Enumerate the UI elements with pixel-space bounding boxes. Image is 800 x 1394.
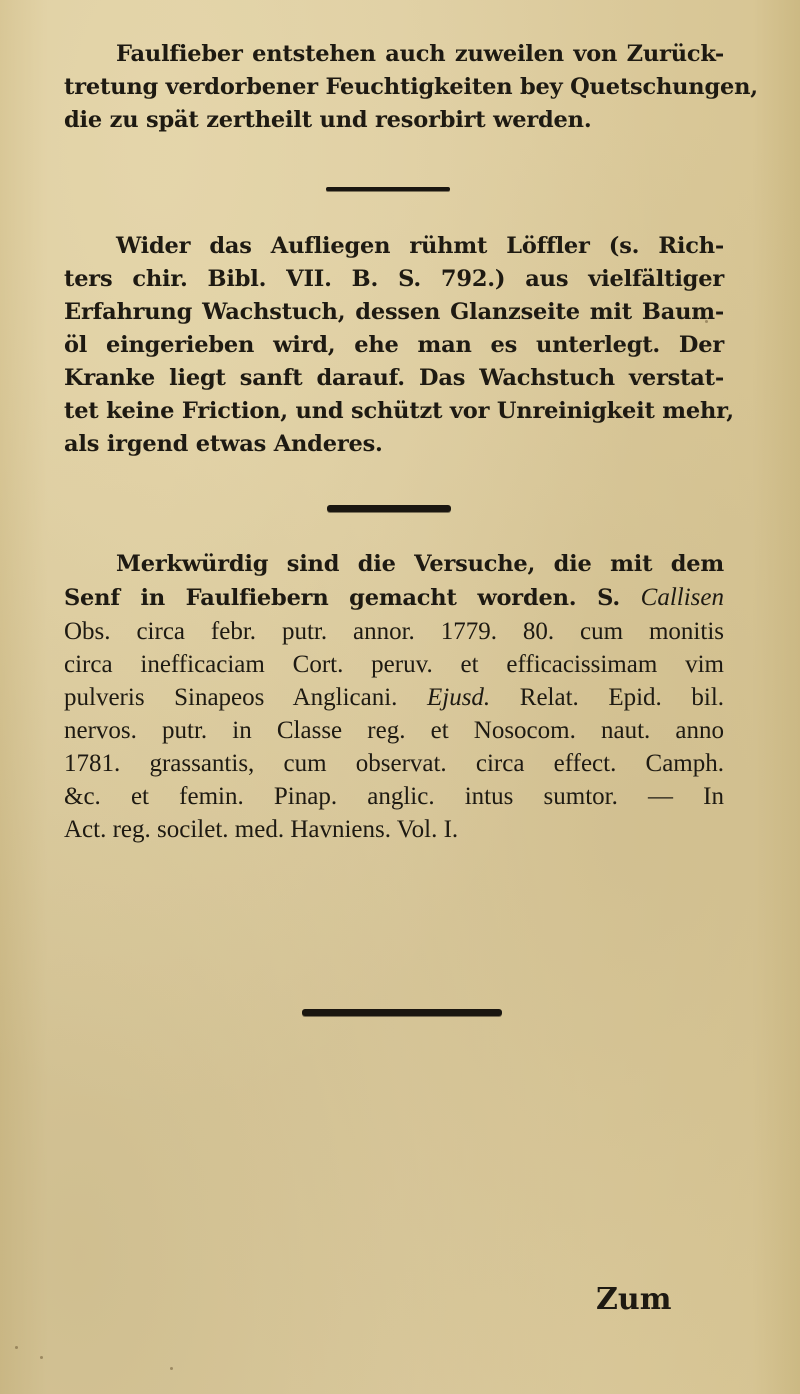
text-line [64,38,724,71]
line-text: als irgend etwas Anderes. [64,431,383,457]
text-line [64,395,734,428]
line-text: pulveris Sinapeos Anglicani. [64,684,398,711]
paper-speck [40,1356,43,1359]
line-text: 1781. grassantis, cum observat. circa effect. Camph. [64,750,724,777]
author-name: Callisen [640,584,724,611]
line-text: Erfahrung Wachstuch, dessen Glanzseite mit Baum- [64,299,724,325]
ejusd-text: Ejusd. [426,684,491,711]
catchword: Zum [596,1282,672,1317]
line-text: Wider das Aufliegen rühmt Löffler (s. Rich- [116,233,724,259]
text-line [64,747,724,780]
line-text: tretung verdorbener Feuchtigkeiten bey Quetschungen, [64,74,758,100]
text-line [64,581,724,615]
text-line [64,428,724,461]
line-text: ters chir. Bibl. VII. B. S. 792.) aus vielfältiger [64,266,724,292]
line-text: Merkwürdig sind die Versuche, die mit dem [116,551,724,577]
text-line [64,548,724,581]
line-text: circa inefficaciam Cort. peruv. et efficacissimam vim [64,651,724,678]
line-text: Obs. circa febr. putr. annor. 1779. 80. cum monitis [64,618,724,645]
text-line [64,362,724,395]
line-text: Act. reg. socilet. med. Havniens. Vol. I. [64,816,459,843]
text-line [64,813,724,846]
section-divider [326,187,450,191]
text-line [64,681,724,714]
text-line [64,230,724,263]
line-text: nervos. putr. in Classe reg. et Nosocom. naut. anno [64,717,724,744]
section-divider [327,505,451,512]
text-line [64,648,724,681]
paper-speck [15,1346,18,1349]
line-text: Faulfieber entstehen auch zuweilen von Zurück- [116,41,724,67]
text-line [64,263,724,296]
text-line [64,296,724,329]
line-text: Kranke liegt sanft darauf. Das Wachstuch verstat- [64,365,724,391]
text-line [64,329,724,362]
line-text: die zu spät zertheilt und resorbirt werden. [64,107,592,133]
text-line [64,714,724,747]
line-text: &c. et femin. Pinap. anglic. intus sumtor. — In [64,783,724,810]
line-text: öl eingerieben wird, ehe man es unterlegt. Der [64,332,724,358]
paragraph-aufliegen [64,230,734,461]
paragraph-faulfieber [64,38,758,137]
text-line [64,104,724,137]
end-divider [302,1009,502,1016]
paper-speck [170,1367,173,1370]
text-line [64,780,724,813]
line-text: Senf in Faulfiebern gemacht worden. S. [64,585,620,611]
line-text: Relat. Epid. bil. [519,684,725,711]
line-text: tet keine Friction, und schützt vor Unreinigkeit mehr, [64,398,734,424]
text-line [64,615,724,648]
paragraph-senf [64,548,724,846]
text-line [64,71,758,104]
